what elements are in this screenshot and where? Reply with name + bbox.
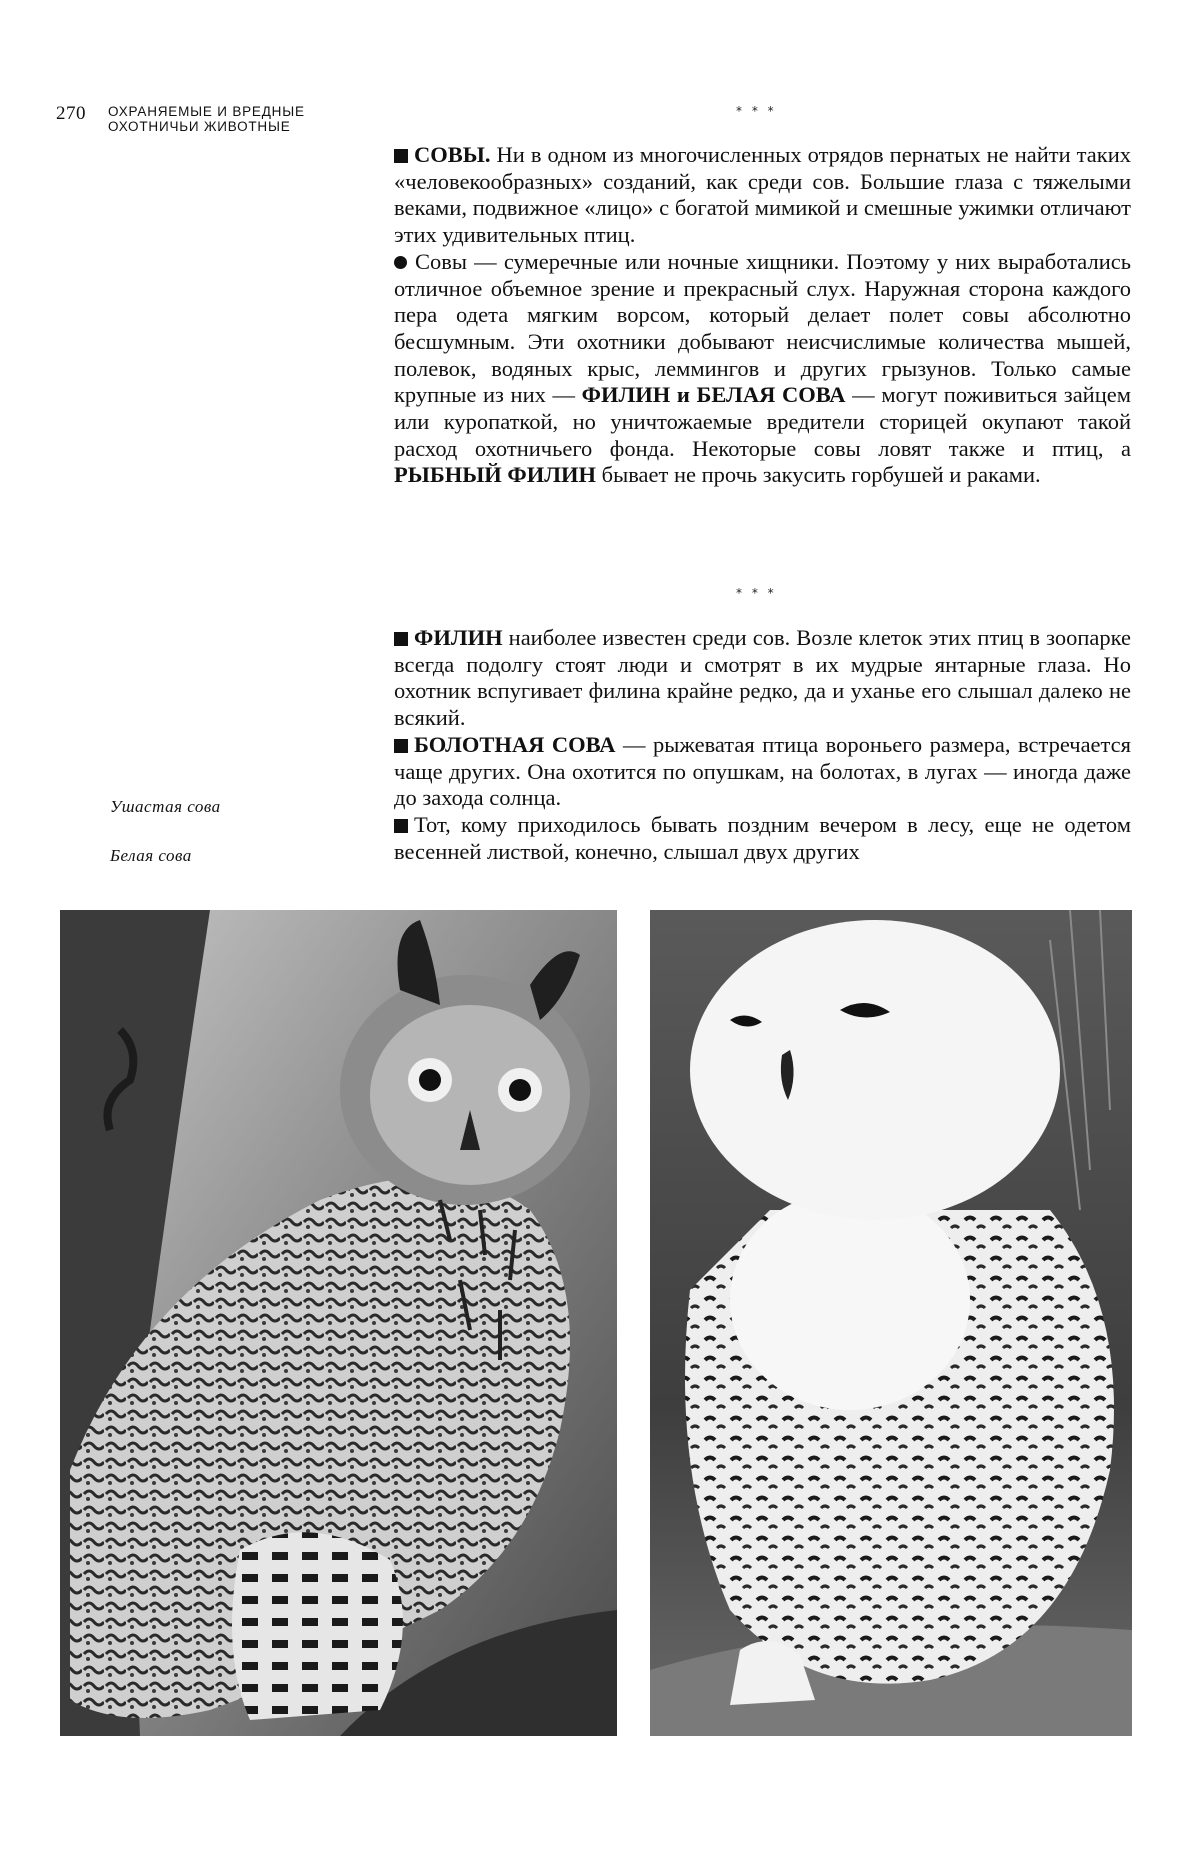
term-owls: СОВЫ. — [414, 142, 491, 167]
article-section-species — [394, 625, 1131, 865]
article-section-owls — [394, 142, 1131, 489]
section-divider-middle: * * * — [736, 586, 777, 600]
running-head-line-1: ОХРАНЯЕМЫЕ И ВРЕДНЫЕ — [108, 104, 305, 119]
circle-bullet-icon — [394, 256, 407, 269]
paragraph-eagle-owl — [394, 625, 1131, 732]
paragraph-evening-forest — [394, 812, 1131, 865]
square-bullet-icon — [394, 819, 408, 833]
paragraph-text: — рыжеватая птица вороньего размера, встречается чаще других. Она охотится по опушкам, на болотах, в лугах — иногда даже до захода солнца. — [394, 731, 1131, 811]
photo-caption-long-eared-owl: Ушастая сова — [110, 797, 221, 816]
page-header — [56, 104, 386, 138]
term-eagle-owl: ФИЛИН — [414, 625, 503, 650]
term-short-eared-owl: БОЛОТНАЯ СОВА — [414, 731, 616, 757]
paragraph-text: наиболее известен среди сов. Возле клеток этих птиц в зоопарке всегда подолгу стоят люди и смотрят в их мудрые янтарные глаза. Но охотник вспугивает филина крайне редко, да и уханье его слышал далеко не всякий. — [394, 625, 1131, 731]
paragraph-text: Совы — сумеречные или ночные хищники. Поэтому у них выработались отличное объемное зрение и прекрасный слух. Наружная сторона каждого пера одета мягким ворсом, который делает полет совы абсолютно бесшумным. Эти охотники добывают неисчислимые количества мышей, полевок, водяных крыс, леммингов и других грызунов. Только самые крупные из них — — [394, 248, 1131, 408]
square-bullet-icon — [394, 739, 408, 753]
running-head — [108, 105, 305, 134]
paragraph-text: — могут поживиться зайцем или куропаткой, но уничтожаемые вредители сторицей окупают такой расход охотничьего фонда. Некоторые совы ловят также и птиц, а — [394, 382, 1131, 461]
snowy-owl-illustration — [650, 910, 1132, 1736]
paragraph-text: Тот, кому приходилось бывать поздним вечером в лесу, еще не одетом весенней листвой, конечно, слышал двух других — [394, 811, 1131, 864]
long-eared-owl-illustration — [60, 910, 617, 1736]
page-number: 270 — [56, 103, 86, 124]
square-bullet-icon — [394, 632, 408, 646]
photo-long-eared-owl — [60, 910, 617, 1736]
term-eagle-owl-snowy-owl: ФИЛИН и БЕЛАЯ СОВА — [581, 382, 846, 408]
paragraph-short-eared-owl — [394, 732, 1131, 812]
term-fish-owl: РЫБНЫЙ ФИЛИН — [394, 462, 597, 488]
running-head-line-2: ОХОТНИЧЬИ ЖИВОТНЫЕ — [108, 118, 291, 134]
photo-caption-snowy-owl: Белая сова — [110, 846, 192, 865]
square-bullet-icon — [394, 149, 408, 163]
paragraph-text: бывает не прочь закусить горбушей и раками. — [596, 462, 1041, 488]
paragraph-owls-hunting — [394, 249, 1131, 489]
photo-snowy-owl — [650, 910, 1132, 1736]
section-divider-top: * * * — [736, 104, 777, 118]
paragraph-text: Ни в одном из многочисленных отрядов пернатых не найти таких «человекообразных» созданий, как среди сов. Большие глаза с тяжелыми веками, подвижное «лицо» с богатой мимикой и смешные ужимки отличают этих удивительных птиц. — [394, 142, 1131, 248]
paragraph-owls-intro — [394, 142, 1131, 249]
